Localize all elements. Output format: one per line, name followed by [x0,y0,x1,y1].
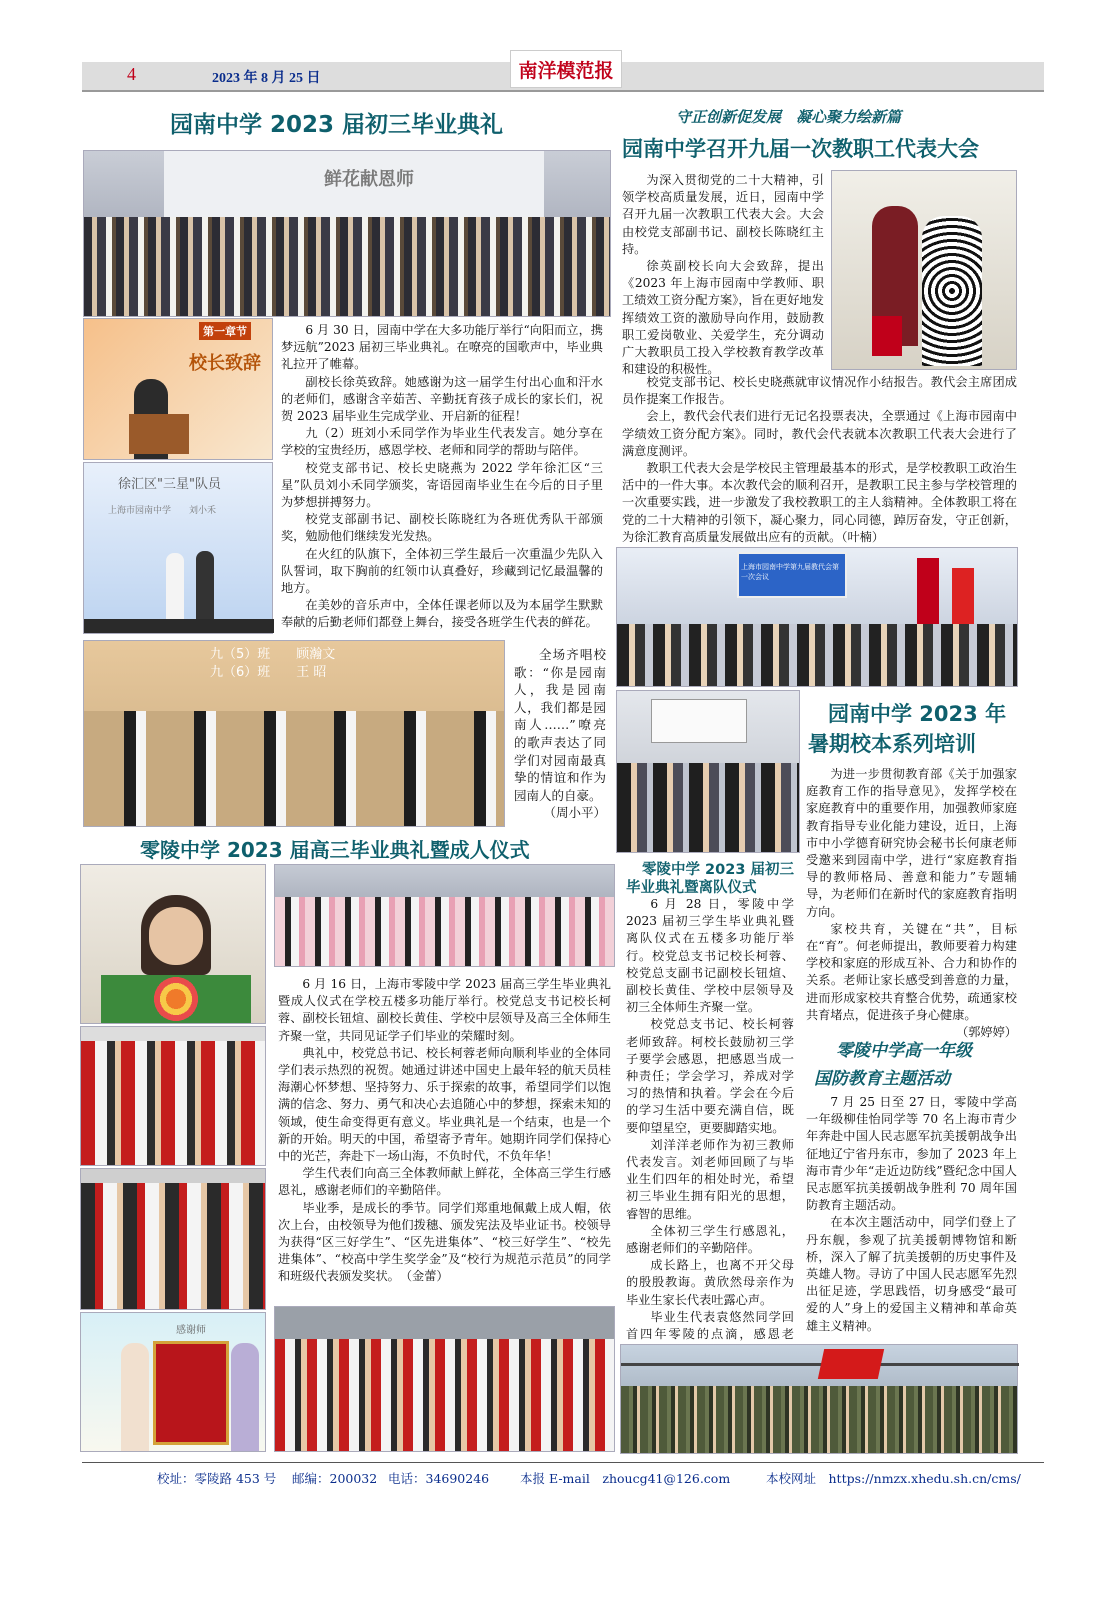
article-body-congress: 校党支部书记、校长史晓燕就审议情况作小结报告。教代会主席团成员作提案工作报告。 会上，教代会代表们进行无记名投票表决，全票通过《上海市园南中学绩效工资分配方案》。同时，教代会代表就本次教职工代表大会进行了满意度测评。 教职工代表大会是学校民主管理最基本的形式，是学校教职工政治生活中的一件大事。本次教代会的顺利召开，是教职工民主参与学校管理的一次重要实践，进一步激发了我校教职工的主人翁精神。全体教职工将在党的二十大精神的引领下，凝心聚力，同心同德，踔厉奋发，守正创新，为徐汇教育高质量发展做出应有的贡献。（叶楠） [622,375,1017,544]
article-title-training-l1: 园南中学 2023 年 [828,702,1007,726]
footer-postcode: 邮编：200032 [292,1471,378,1486]
photo-class-awards: 九（5）班 顾瀚文 九（6）班 王 昭 [83,640,505,827]
photo-three-star-award: 徐汇区"三星"队员 上海市园南中学 刘小禾 [83,462,273,634]
article-kicker-congress: 守正创新促发展 凝心聚力绘新篇 [676,108,902,126]
footer-phone: 电话：34690246 [388,1471,490,1486]
article-title-junior-graduation-l2: 毕业典礼暨离队仪式 [626,880,757,896]
masthead: 南洋模范报 [510,50,622,88]
article-title-defense-l1: 零陵中学高一年级 [836,1041,972,1061]
photo-voting [831,170,1017,370]
article-title-senior-graduation: 零陵中学 2023 届高三毕业典礼暨成人仪式 [140,838,530,862]
photo-congress-meeting: 上海市园南中学第九届教代会第一次会议 [616,547,1018,687]
article-tail-graduation: 全场齐唱校歌：“你是园南人，我是园南人，我们都是园南人……”嘹亮的歌声表达了同学们对园南最真挚的情谊和作为园南人的自豪。 （周小平） [514,647,606,821]
photo-training-session [616,690,800,853]
article-body-training: 为进一步贯彻教育部《关于加强家庭教育工作的指导意见》，发挥学校在家庭教育中的重要作用，加强教师家庭教育指导专业化能力建设，近日，上海市中小学德育研究协会秘书长何康老师受邀来到园南中学，进行“家庭教育指导的教师格局、善意和能力”专题辅导，为老师们在新时代的家庭教育指明方向。 家校共育，关键在“共”，目标在“育”。何老师提出，教师要着力构建学校和家庭的形成互补、合力和协作的关系。老师让家长感受到善意的力量，进而形成家校共育整合优势，疏通家校共育堵点，促进孩子身心健康。 （郭婷婷） [806,767,1017,1040]
photo-cap-ceremony [80,1026,266,1166]
page-number: 4 [127,64,136,84]
photo-caption: 鲜花献恩师 [324,169,414,190]
article-title-junior-graduation-l1: 零陵中学 2023 届初三 [642,862,794,878]
article-body-junior-graduation: 6 月 28 日，零陵中学 2023 届初三学生毕业典礼暨离队仪式在五楼多功能厅举行。校党总支书记校长柯蓉、校党总支副书记副校长钮煊、副校长黄佳、学校中层领导及初三全体师生齐聚一堂。 校党总支书记、校长柯蓉老师致辞。柯校长鼓励初三学子要学会感恩，把感恩当成一种责任；学会学习，养成对学习的热情和执着。学会在今后的学习生活中要充满自信，既要仰望星空，更要脚踏实地。 刘洋洋老师作为初三教师代表发言。刘老师回顾了与毕业生们四年的相处时光，希望初三毕业生拥有阳光的思想，睿智的思维。 全体初三学生行感恩礼，感谢老师们的辛勤陪伴。 成长路上，也离不开父母的殷殷教诲。黄欣然母亲作为毕业生家长代表吐露心声。 毕业生代表袁悠然同学回首四年零陵的点滴，感恩老 [626,897,794,1342]
photo-principal-address [80,864,266,1024]
photo-certificate-handover [80,1168,266,1310]
page-header [82,59,1044,92]
photo-flowers-to-teachers [83,150,611,317]
photo-senior-group [274,864,615,967]
photo-thank-you-banner: 感谢师 [80,1312,266,1452]
article-title-defense-l2: 国防教育主题活动 [814,1069,950,1089]
photo-senior-cap-group [274,1306,615,1452]
article-body-senior-graduation: 6 月 16 日，上海市零陵中学 2023 届高三学生毕业典礼暨成人仪式在学校五楼多功能厅举行。校党总支书记校长柯蓉、副校长钮煊、副校长黄佳、学校中层领导及高三全体师生齐聚一堂，共同见证学子们毕业的荣耀时刻。 典礼中，校党总书记、校长柯蓉老师向顺利毕业的全体同学们表示热烈的祝贺。她通过讲述中国史上最年轻的航天员桂海潮心怀梦想、坚持努力、乐于探索的故事，希望同学们以饱满的信念、努力、勇气和决心去追随心中的梦想，探索未知的领域，使生命变得更有意义。毕业典礼是一个结束，也是一个新的开始。明天的中国，希望寄予青年。她期许同学们保持心中的光芒，奔赴下一场山海，不负时代，不负年华！ 学生代表们向高三全体教师献上鲜花，全体高三学生行感恩礼，感谢老师们的辛勤陪伴。 毕业季，是成长的季节。同学们郑重地佩戴上成人帽，依次上台，由校领导为他们拨穗、颁发宪法及毕业证书。校领导为获得“区三好学生”、“区先进集体”、“校三好学生”、“校先进集体”、“校高中学生奖学金”及“校行为规范示范员”的同学和班级代表颁发奖状。 （金蕾） [278,977,611,1284]
footer-address: 校址：零陵路 453 号 [157,1471,277,1486]
article-title-congress: 园南中学召开九届一次教职工代表大会 [622,137,979,161]
photo-principal-speech: 第一章节 校长致辞 [83,318,273,460]
footer-email: 本报 E-mail zhoucg41@126.com [520,1471,731,1486]
article-body-congress-top: 为深入贯彻党的二十大精神，引领学校高质量发展，近日，园南中学召开九届一次教职工代表大会。大会由校党支部副书记、副校长陈晓红主持。 徐英副校长向大会致辞，提出《2023 年上海市园南中学教师、职工绩效工资分配方案》，旨在更好地发挥绩效工资的激励导向作用，鼓励教职工爱岗敬业、关爱学生，充分调动广大教职员工投入学校教育教学改革和建设的积极性。 [622,173,824,377]
page-footer [82,1462,1044,1488]
article-body-defense: 7 月 25 日至 27 日，零陵中学高一年级柳佳怡同学等 70 名上海市青少年奔赴中国人民志愿军抗美援朝战争出征地辽宁省丹东市，参加了 2023 年上海市青少年“走近边防线”暨纪念中国人民志愿军抗美援朝战争胜利 70 周年国防教育主题活动。 在本次主题活动中，同学们登上了丹东舰，参观了抗美援朝博物馆和断桥，深入了解了抗美援朝的历史事件及英雄人物。寻访了中国人民志愿军先烈出征足迹，学思践悟，切身感受“最可爱的人”身上的爱国主义精神和革命英雄主义精神。 [806,1095,1017,1333]
article-title-graduation: 园南中学 2023 届初三毕业典礼 [170,112,504,138]
article-title-training-l2: 暑期校本系列培训 [808,732,976,756]
footer-website: 本校网址 https://nmzx.xhedu.sh.cn/cms/ [766,1471,1021,1486]
issue-date: 2023 年 8 月 25 日 [212,71,321,86]
photo-defense-group [620,1344,1018,1454]
article-body-graduation: 6 月 30 日，园南中学在大多功能厅举行“向阳而立，携梦远航”2023 届初三毕业典礼。在嘹亮的国歌声中，毕业典礼拉开了帷幕。 副校长徐英致辞。她感谢为这一届学生付出心血和汗水的老师们，感谢含辛茹苦、辛勤抚育孩子成长的家长们，祝贺 2023 届毕业生完成学业、开启新的征程！ 九（2）班刘小禾同学作为毕业生代表发言。她分享在学校的宝贵经历，感恩学校、老师和同学的帮助与陪伴。 校党支部书记、校长史晓燕为 2022 学年徐汇区“三星”队员刘小禾同学颁奖，寄语园南毕业生在今后的日子里为梦想拼搏努力。 校党支部副书记、副校长陈晓红为各班优秀队干部颁奖，勉励他们继续发光发热。 在火红的队旗下，全体初三学生最后一次重温少先队入队誓词，取下胸前的红领巾认真叠好，珍藏到记忆最温馨的地方。 在美妙的音乐声中，全体任课老师以及为本届学生默默奉献的后勤老师们都登上舞台，接受各班学生代表的鲜花。 [281,323,603,630]
